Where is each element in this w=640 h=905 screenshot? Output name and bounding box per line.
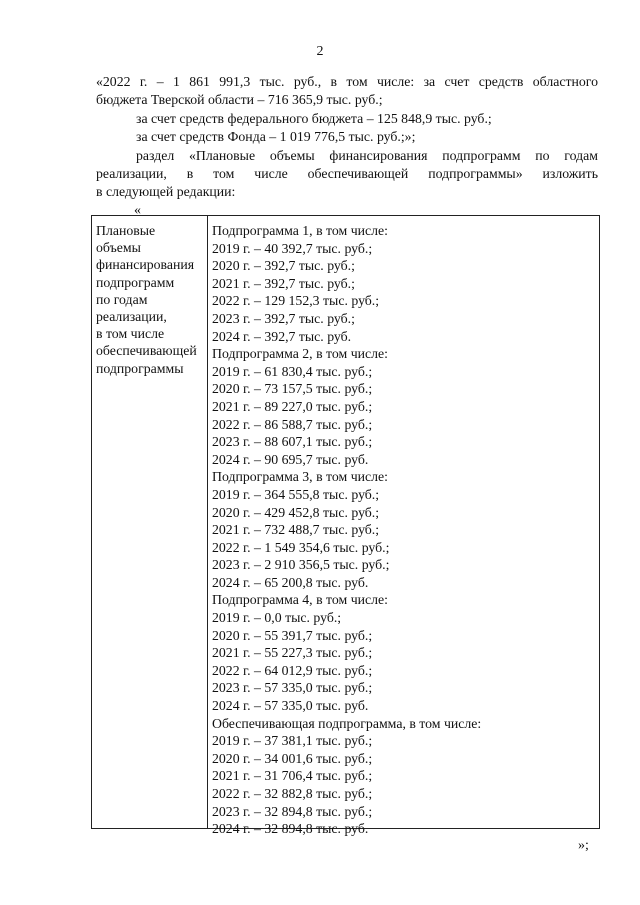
year-amount-line: 2021 г. – 55 227,3 тыс. руб.;: [212, 645, 373, 661]
year-amount-line: 2022 г. – 1 549 354,6 тыс. руб.;: [212, 539, 390, 555]
left-cell-line: подпрограмм: [96, 274, 175, 290]
year-amount-line: 2023 г. – 57 335,0 тыс. руб.;: [212, 680, 373, 696]
year-amount-line: 2022 г. – 32 882,8 тыс. руб.;: [212, 786, 373, 801]
subprogram-heading: Обеспечивающая подпрограмма, в том числе:: [212, 715, 482, 731]
year-amount-line: 2021 г. – 31 706,4 тыс. руб.;: [212, 768, 373, 784]
year-amount-line: 2021 г. – 732 488,7 тыс. руб.;: [212, 522, 380, 538]
intro-line-7: в следующей редакции:: [96, 184, 236, 199]
table-column-divider: [207, 215, 208, 829]
year-amount-line: 2023 г. – 88 607,1 тыс. руб.;: [212, 434, 373, 450]
intro-line-4: за счет средств Фонда – 1 019 776,5 тыс. руб.;»;: [136, 129, 416, 144]
year-amount-line: 2024 г. – 65 200,8 тыс. руб.: [212, 574, 369, 590]
intro-line-6: реализации, в том числе обеспечивающей подпрограммы» изложить: [96, 166, 598, 181]
year-amount-line: 2022 г. – 64 012,9 тыс. руб.;: [212, 662, 373, 678]
table-right-cell: [212, 222, 596, 838]
year-amount-line: 2024 г. – 392,7 тыс. руб.: [212, 328, 352, 344]
left-cell-line: объемы: [96, 240, 141, 256]
year-amount-line: 2021 г. – 89 227,0 тыс. руб.;: [212, 398, 373, 414]
year-amount-line: 2019 г. – 40 392,7 тыс. руб.;: [212, 240, 373, 256]
year-amount-line: 2020 г. – 73 157,5 тыс. руб.;: [212, 381, 373, 397]
year-amount-line: 2019 г. – 61 830,4 тыс. руб.;: [212, 363, 373, 379]
intro-line-5: раздел «Плановые объемы финансирования подпрограмм по годам: [136, 148, 598, 163]
open-quote: «: [134, 203, 141, 218]
left-cell-line: обеспечивающей: [96, 343, 197, 359]
page-number: 2: [316, 44, 324, 59]
subprogram-heading: Подпрограмма 3, в том числе:: [212, 469, 388, 485]
year-amount-line: 2019 г. – 0,0 тыс. руб.;: [212, 610, 342, 626]
year-amount-line: 2020 г. – 429 452,8 тыс. руб.;: [212, 504, 380, 520]
year-amount-line: 2023 г. – 32 894,8 тыс. руб.;: [212, 803, 373, 819]
year-amount-line: 2022 г. – 129 152,3 тыс. руб.;: [212, 293, 380, 309]
year-amount-line: 2024 г. – 32 894,8 тыс. руб.: [212, 821, 369, 837]
year-amount-line: 2019 г. – 364 555,8 тыс. руб.;: [212, 486, 380, 502]
year-amount-line: 2023 г. – 392,7 тыс. руб.;: [212, 310, 355, 326]
year-amount-line: 2019 г. – 37 381,1 тыс. руб.;: [212, 733, 373, 749]
left-cell-line: по годам: [96, 291, 148, 307]
year-amount-line: 2020 г. – 392,7 тыс. руб.;: [212, 258, 355, 274]
left-cell-line: в том числе: [96, 326, 165, 342]
subprogram-heading: Подпрограмма 4, в том числе:: [212, 592, 388, 608]
subprogram-heading: Подпрограмма 2, в том числе:: [212, 346, 388, 362]
left-cell-line: реализации,: [96, 309, 167, 325]
intro-line-2: бюджета Тверской области – 716 365,9 тыс. руб.;: [96, 92, 383, 107]
left-cell-line: подпрограммы: [96, 360, 184, 376]
intro-line-1: «2022 г. – 1 861 991,3 тыс. руб., в том числе: за счет средств областного: [96, 74, 598, 89]
close-quote: »;: [578, 838, 589, 853]
left-cell-line: финансирования: [96, 257, 195, 273]
year-amount-line: 2022 г. – 86 588,7 тыс. руб.;: [212, 416, 373, 432]
table-left-cell: [96, 222, 206, 377]
subprogram-heading: Подпрограмма 1, в том числе:: [212, 223, 388, 238]
left-cell-line: Плановые: [96, 223, 156, 238]
year-amount-line: 2024 г. – 57 335,0 тыс. руб.: [212, 698, 369, 714]
year-amount-line: 2020 г. – 55 391,7 тыс. руб.;: [212, 627, 373, 643]
year-amount-line: 2023 г. – 2 910 356,5 тыс. руб.;: [212, 557, 390, 573]
year-amount-line: 2024 г. – 90 695,7 тыс. руб.: [212, 451, 369, 467]
intro-line-3: за счет средств федерального бюджета – 125 848,9 тыс. руб.;: [136, 111, 492, 126]
year-amount-line: 2020 г. – 34 001,6 тыс. руб.;: [212, 750, 373, 766]
year-amount-line: 2021 г. – 392,7 тыс. руб.;: [212, 275, 355, 291]
